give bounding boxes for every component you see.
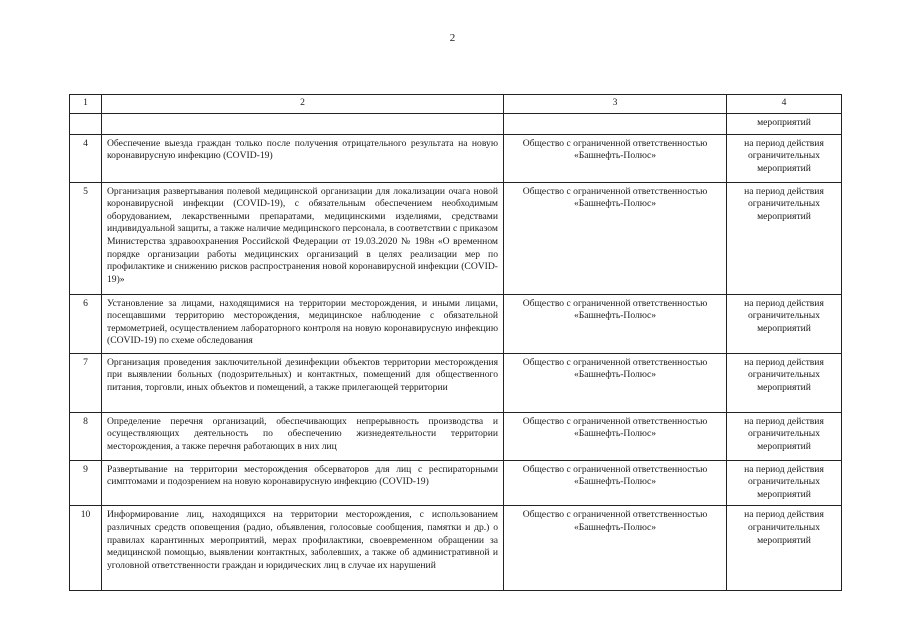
header-cell: 1 [70,95,102,114]
execution-term: на период действия ограничительных мероприятий [727,353,842,412]
table-row [70,294,842,353]
row-number: 10 [70,506,102,591]
header-cell: 4 [727,95,842,114]
responsible-organization: Общество с ограниченной ответственностью «Башнефть-Полюс» [504,353,727,412]
execution-term: на период действия ограничительных мероприятий [727,412,842,460]
table-row [70,182,842,294]
table-header-row [70,95,842,114]
responsible-organization: Общество с ограниченной ответственностью «Башнефть-Полюс» [504,506,727,591]
responsible-organization: Общество с ограниченной ответственностью «Башнефть-Полюс» [504,134,727,182]
measure-description [102,114,504,135]
responsible-organization: Общество с ограниченной ответственностью «Башнефть-Полюс» [504,412,727,460]
row-number [70,114,102,135]
measure-description: Установление за лицами, находящимися на территории месторождения, и иными лицами, посещавшими территорию месторождения, медицинское наблюдение с обязательной термометрией, осуществлением лабораторного контроля на новую коронавирусную инфекцию (COVID-19) по схеме обследования [102,294,504,353]
continuation-row [70,114,842,135]
responsible-organization: Общество с ограниченной ответственностью «Башнефть-Полюс» [504,460,727,506]
execution-term: на период действия ограничительных мероприятий [727,294,842,353]
table-row [70,353,842,412]
measure-description: Организация проведения заключительной дезинфекции объектов территории месторождения при выявлении больных (подозрительных) и контактных, помещений для общественного питания, торговли, иных объектов и помещений, а также прилегающей территории [102,353,504,412]
responsible-organization [504,114,727,135]
measure-description: Обеспечение выезда граждан только после получения отрицательного результата на новую коронавирусную инфекцию (COVID-19) [102,134,504,182]
responsible-organization: Общество с ограниченной ответственностью «Башнефть-Полюс» [504,182,727,294]
measures-table [69,94,842,591]
execution-term: мероприятий [727,114,842,135]
measure-description: Информирование лиц, находящихся на территории месторождения, с использованием различных средств оповещения (радио, объявления, голосовые сообщения, памятки и др.) о правилах карантинных мероприятий, мерах профилактики, своевременном обращении за медицинской помощью, выявлении контактных, заболевших, а также об административной и уголовной ответственности граждан и юридических лиц в случае их нарушений [102,506,504,591]
measure-description: Развертывание на территории месторождения обсерваторов для лиц с респираторными симптомами и подозрением на новую коронавирусную инфекцию (COVID-19) [102,460,504,506]
header-cell: 2 [102,95,504,114]
row-number: 4 [70,134,102,182]
header-cell: 3 [504,95,727,114]
execution-term: на период действия ограничительных мероприятий [727,134,842,182]
row-number: 8 [70,412,102,460]
row-number: 6 [70,294,102,353]
table-row [70,460,842,506]
table-row [70,412,842,460]
execution-term: на период действия ограничительных мероприятий [727,182,842,294]
row-number: 5 [70,182,102,294]
row-number: 7 [70,353,102,412]
page-number: 2 [449,32,456,44]
measure-description: Организация развертывания полевой медицинской организации для локализации очага новой коронавирусной инфекции (COVID-19), с обязательным обеспечением необходимым оборудованием, лекарственными препаратами, медицинскими изделиями, средствами индивидуальной защиты, а также наличие медицинского персонала, в соответствии с приказом Министерства здравоохранения Российской Федерации от 19.03.2020 № 198н «О временном порядке организации работы медицинских организаций в целях реализации мер по профилактике и снижению рисков распространения новой коронавирусной инфекции (COVID-19)» [102,182,504,294]
execution-term: на период действия ограничительных мероприятий [727,460,842,506]
execution-term: на период действия ограничительных мероприятий [727,506,842,591]
measure-description: Определение перечня организаций, обеспечивающих непрерывность производства и осуществляющих деятельность по обеспечению жизнедеятельности территории месторождения, а также перечня работающих в них лиц [102,412,504,460]
responsible-organization: Общество с ограниченной ответственностью «Башнефть-Полюс» [504,294,727,353]
row-number: 9 [70,460,102,506]
table-row [70,134,842,182]
table-row [70,506,842,591]
